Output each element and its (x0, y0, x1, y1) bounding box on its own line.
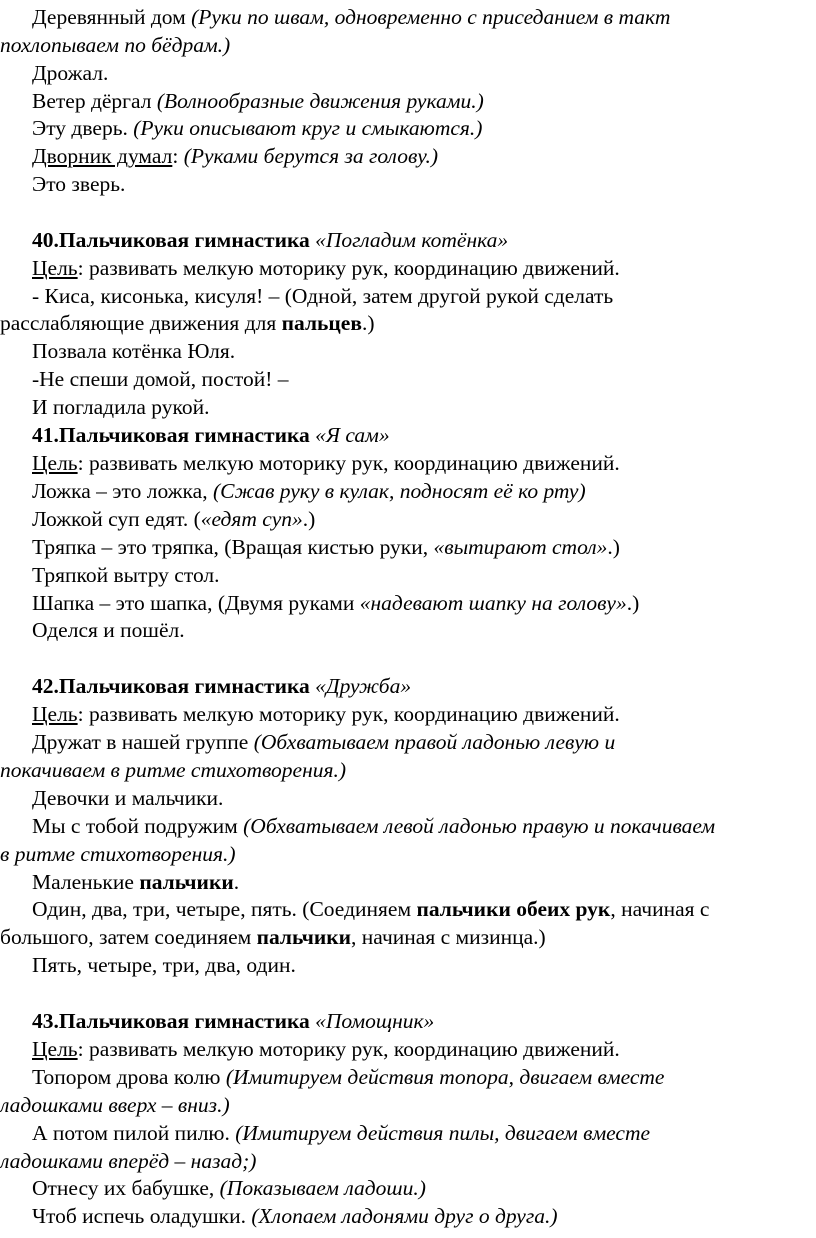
section-heading: 42.Пальчиковая гимнастика «Дружба» (32, 674, 412, 698)
text-line: И погладила рукой. (32, 395, 210, 419)
text-line: Ветер дёргал (Волнообразные движения руками.) (32, 89, 484, 113)
text-line: Мы с тобой подружим (Обхватываем левой ладонью правую и покачиваем (32, 814, 716, 838)
text-line: Маленькие пальчики. (32, 870, 240, 894)
text-line: Тряпкой вытру стол. (32, 563, 220, 587)
goal-line: Цель: развивать мелкую моторику рук, координацию движений. (32, 451, 620, 475)
text-line: Шапка – это шапка, (Двумя руками «надевают шапку на голову».) (32, 591, 640, 615)
text-line: -Не спеши домой, постой! – (32, 367, 289, 391)
text-line: Тряпка – это тряпка, (Вращая кистью руки, «вытирают стол».) (32, 535, 620, 559)
text-line: Ложкой суп едят. («едят суп».) (32, 507, 316, 531)
text-line: - Киса, кисонька, кисуля! – (Одной, затем другой рукой сделать (32, 284, 614, 308)
text-line: расслабляющие движения для пальцев.) (0, 311, 375, 335)
text-line: Деревянный дом (Руки по швам, одновременно с приседанием в такт (32, 5, 671, 29)
goal-line: Цель: развивать мелкую моторику рук, координацию движений. (32, 1037, 620, 1061)
goal-line: Цель: развивать мелкую моторику рук, координацию движений. (32, 702, 620, 726)
text-line: Один, два, три, четыре, пять. (Соединяем пальчики обеих рук, начиная с (32, 897, 710, 921)
text-line: Отнесу их бабушке, (Показываем ладоши.) (32, 1176, 426, 1200)
text-line: Это зверь. (32, 172, 126, 196)
text-line: Позвала котёнка Юля. (32, 339, 236, 363)
text-line: Эту дверь. (Руки описывают круг и смыкаются.) (32, 116, 483, 140)
text-line: Дворник думал: (Руками берутся за голову.) (32, 144, 439, 168)
section-heading: 40.Пальчиковая гимнастика «Погладим котёнка» (32, 228, 509, 252)
text-line: большого, затем соединяем пальчики, начиная с мизинца.) (0, 925, 546, 949)
text-line: Топором дрова колю (Имитируем действия топора, двигаем вместе (32, 1065, 665, 1089)
section-heading: 41.Пальчиковая гимнастика «Я сам» (32, 423, 390, 447)
text-line: А потом пилой пилю. (Имитируем действия пилы, двигаем вместе (32, 1121, 651, 1145)
text-line: Девочки и мальчики. (32, 786, 224, 810)
text-line: похлопываем по бёдрам.) (0, 33, 231, 57)
text-line: Пять, четыре, три, два, один. (32, 953, 296, 977)
text-line: ладошками вперёд – назад;) (0, 1149, 257, 1173)
text-line: Чтоб испечь оладушки. (Хлопаем ладонями друг о друга.) (32, 1204, 558, 1228)
text-line: ладошками вверх – вниз.) (0, 1093, 230, 1117)
text-line: в ритме стихотворения.) (0, 842, 236, 866)
text-line: Дрожал. (32, 61, 109, 85)
text-line: покачиваем в ритме стихотворения.) (0, 758, 347, 782)
text-line: Оделся и пошёл. (32, 618, 185, 642)
section-heading: 43.Пальчиковая гимнастика «Помощник» (32, 1009, 435, 1033)
goal-line: Цель: развивать мелкую моторику рук, координацию движений. (32, 256, 620, 280)
text-line: Ложка – это ложка, (Сжав руку в кулак, подносят её ко рту) (32, 479, 586, 503)
text-line: Дружат в нашей группе (Обхватываем правой ладонью левую и (32, 730, 616, 754)
